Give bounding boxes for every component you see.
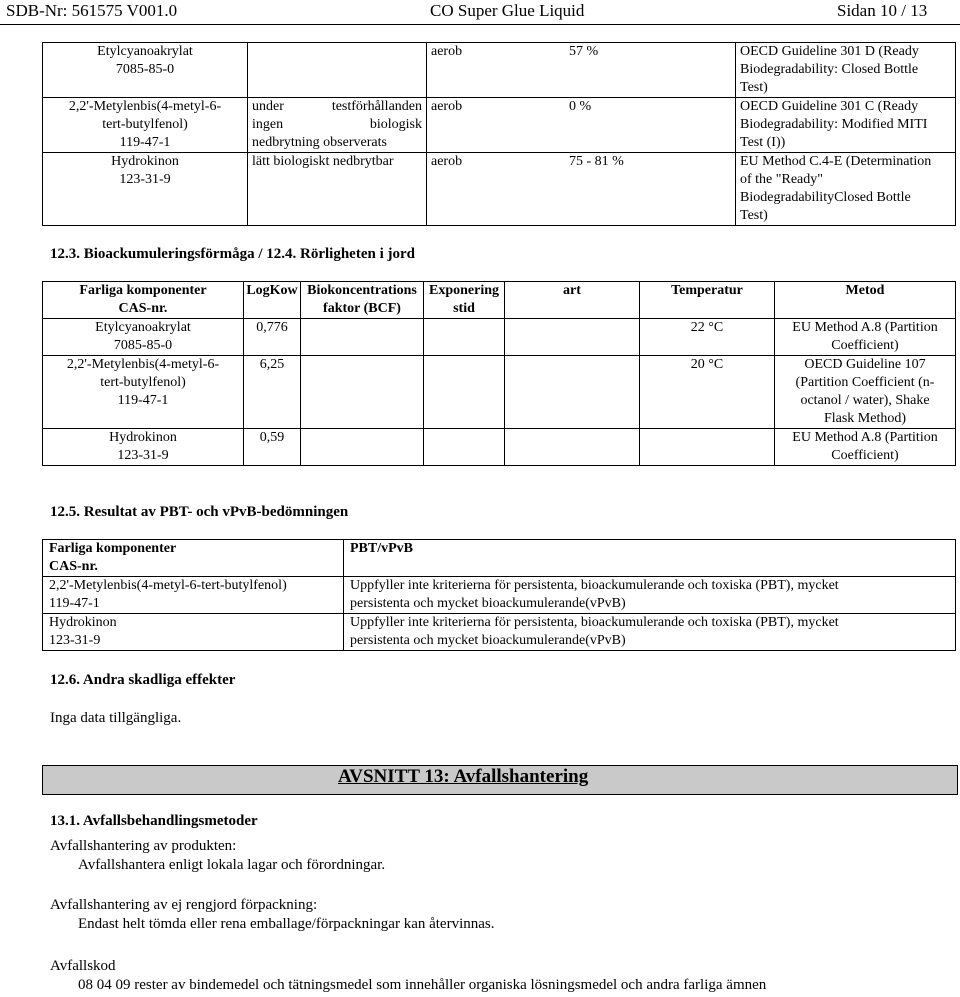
- table-header-row: [43, 282, 956, 319]
- table-row: [43, 43, 956, 98]
- component-cell: Hydrokinon 123-31-9: [43, 429, 244, 466]
- table-row: [43, 429, 956, 466]
- table-row: [43, 153, 956, 226]
- condition-value-cell: aerob 0 %: [427, 98, 736, 153]
- temperature-cell: [640, 429, 775, 466]
- component-cell: Etylcyanoakrylat 7085-85-0: [43, 43, 248, 98]
- table-row: [43, 577, 956, 614]
- bcf-cell: [301, 356, 424, 429]
- table-row: [43, 319, 956, 356]
- table-row: [43, 614, 956, 651]
- pbt-text-cell: Uppfyller inte kriterierna för persistenta, bioackumulerande och toxiska (PBT), mycket persistenta och mycket bioackumulerande(vPvB): [344, 614, 956, 651]
- condition-value-cell: aerob 75 - 81 %: [427, 153, 736, 226]
- section-13-title: AVSNITT 13: Avfallshantering: [338, 766, 589, 787]
- component-cell: 2,2'-Metylenbis(4-metyl-6-tert-butylfenol) 119-47-1: [43, 577, 344, 614]
- disposal-packaging-label: Avfallshantering av ej rengjord förpackning:: [50, 897, 318, 913]
- disposal-product-text: Avfallshantera enligt lokala lagar och förordningar.: [78, 857, 386, 873]
- disposal-product-label: Avfallshantering av produkten:: [50, 838, 237, 854]
- waste-code-label: Avfallskod: [50, 958, 116, 974]
- method-cell: OECD Guideline 301 C (Ready Biodegradability: Modified MITI Test (I)): [736, 98, 956, 153]
- component-cell: Hydrokinon 123-31-9: [43, 614, 344, 651]
- condition-value-cell: aerob 57 %: [427, 43, 736, 98]
- section-13-1-heading: 13.1. Avfallsbehandlingsmetoder: [50, 813, 258, 829]
- page-header: [0, 0, 960, 25]
- no-data-text: Inga data tillgängliga.: [50, 710, 182, 726]
- result-cell: lätt biologiskt nedbrytbar: [248, 153, 427, 226]
- table-row: [43, 98, 956, 153]
- section-12-5-heading: 12.5. Resultat av PBT- och vPvB-bedömningen: [50, 504, 349, 520]
- exposure-cell: [424, 429, 505, 466]
- method-cell: EU Method A.8 (Partition Coefficient): [775, 429, 956, 466]
- column-header-logkow: LogKow: [244, 282, 301, 319]
- bioaccumulation-table: [42, 281, 956, 466]
- species-cell: [505, 356, 640, 429]
- method-cell: OECD Guideline 107 (Partition Coefficient (n- octanol / water), Shake Flask Method): [775, 356, 956, 429]
- bcf-cell: [301, 429, 424, 466]
- component-cell: 2,2'-Metylenbis(4-metyl-6- tert-butylfenol) 119-47-1: [43, 98, 248, 153]
- column-header-exposure: Exponering stid: [424, 282, 505, 319]
- species-cell: [505, 429, 640, 466]
- method-cell: EU Method C.4-E (Determination of the "Ready" BiodegradabilityClosed Bottle Test): [736, 153, 956, 226]
- page-number: Sidan 10 / 13: [837, 1, 928, 20]
- method-cell: EU Method A.8 (Partition Coefficient): [775, 319, 956, 356]
- bcf-cell: [301, 319, 424, 356]
- logkow-cell: 0,776: [244, 319, 301, 356]
- component-cell: 2,2'-Metylenbis(4-metyl-6- tert-butylfenol) 119-47-1: [43, 356, 244, 429]
- column-header-method: Metod: [775, 282, 956, 319]
- document-number: SDB-Nr: 561575 V001.0: [6, 1, 178, 20]
- column-header-species: art: [505, 282, 640, 319]
- section-12-6-heading: 12.6. Andra skadliga effekter: [50, 672, 236, 688]
- table-header-row: [43, 540, 956, 577]
- temperature-cell: 22 °C: [640, 319, 775, 356]
- result-cell: [248, 43, 427, 98]
- logkow-cell: 0,59: [244, 429, 301, 466]
- exposure-cell: [424, 356, 505, 429]
- column-header-bcf: Biokoncentrations faktor (BCF): [301, 282, 424, 319]
- exposure-cell: [424, 319, 505, 356]
- column-header-temperature: Temperatur: [640, 282, 775, 319]
- temperature-cell: 20 °C: [640, 356, 775, 429]
- degradation-table: [42, 42, 956, 226]
- component-cell: Hydrokinon 123-31-9: [43, 153, 248, 226]
- pbt-text-cell: Uppfyller inte kriterierna för persistenta, bioackumulerande och toxiska (PBT), mycket persistenta och mycket bioackumulerande(vPvB): [344, 577, 956, 614]
- table-row: [43, 356, 956, 429]
- column-header-component: Farliga komponenter CAS-nr.: [43, 540, 344, 577]
- species-cell: [505, 319, 640, 356]
- method-cell: OECD Guideline 301 D (Ready Biodegradability: Closed Bottle Test): [736, 43, 956, 98]
- logkow-cell: 6,25: [244, 356, 301, 429]
- result-cell: under testförhållanden ingen biologisk nedbrytning observerats: [248, 98, 427, 153]
- product-name: CO Super Glue Liquid: [430, 1, 585, 20]
- pbt-table: [42, 539, 956, 651]
- column-header-pbt: PBT/vPvB: [344, 540, 956, 577]
- section-12-3-heading: 12.3. Bioackumuleringsförmåga / 12.4. Rörligheten i jord: [50, 246, 415, 262]
- disposal-packaging-text: Endast helt tömda eller rena emballage/förpackningar kan återvinnas.: [78, 916, 495, 932]
- waste-code-text: 08 04 09 rester av bindemedel och tätningsmedel som innehåller organiska lösningsmedel och andra farliga ämnen: [78, 977, 767, 993]
- component-cell: Etylcyanoakrylat 7085-85-0: [43, 319, 244, 356]
- column-header-component: Farliga komponenter CAS-nr.: [43, 282, 244, 319]
